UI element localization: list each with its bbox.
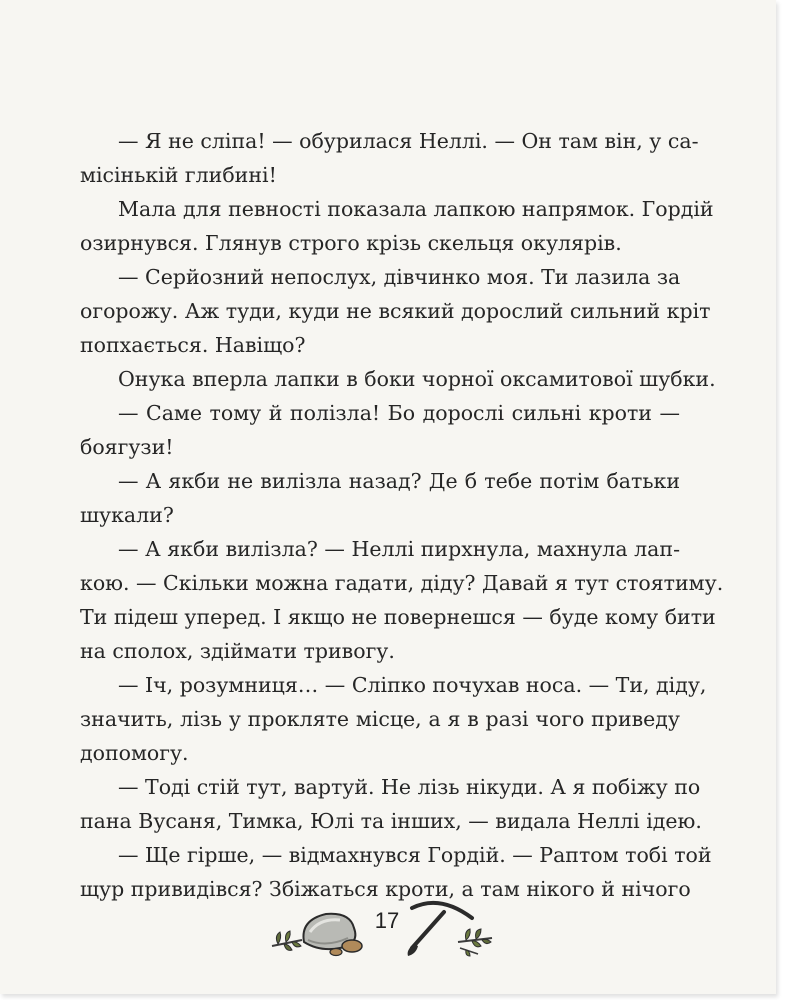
text-line: допомогу. [80, 741, 189, 765]
text-line: попхається. Навіщо? [80, 333, 306, 357]
text-line: — Тоді стій тут, вартуй. Не лізь нікуди. А я побіжу по [118, 775, 701, 799]
text-line: — Іч, розумниця… — Сліпко почухав носа. — Ти, діду, [118, 673, 707, 697]
paragraph [80, 124, 699, 192]
text-line: — Я не сліпа! — обурилася Неллі. — Он там він, у са- [118, 129, 699, 153]
paragraph [80, 192, 714, 260]
text-line: кою. — Скільки можна гадати, діду? Давай я тут стоятиму. [80, 571, 724, 595]
text-line: на сполох, здіймати тривогу. [80, 639, 395, 663]
text-line: значить, лізь у прокляте місце, а я в разі чого приведу [80, 707, 680, 731]
text-line: щур привидівся? Збіжаться кроти, а там нікого й нічого [80, 877, 691, 901]
text-line: — Саме тому й полізла! Бо дорослі сильні кроти — [118, 401, 680, 425]
text-line: — А якби не вилізла назад? Де б тебе потім батьки [118, 469, 680, 493]
text-line: — Серйозний непослух, дівчинко моя. Ти лазила за [118, 265, 681, 289]
paragraph [80, 260, 711, 362]
text-line: Мала для певності показала лапкою напрямок. Гордій [118, 197, 714, 221]
paragraph [80, 396, 680, 464]
text-line: — Ще гірше, — відмахнувся Гордій. — Раптом тобі той [118, 843, 712, 867]
paragraph [80, 464, 680, 532]
text-line: озирнувся. Глянув строго крізь скельця окулярів. [80, 231, 622, 255]
text-line: пана Вусаня, Тимка, Юлі та інших, — видала Неллі ідею. [80, 809, 702, 833]
text-line: огорожу. Аж туди, куди не всякий дорослий сильний кріт [80, 299, 711, 323]
pickaxe-with-sprigs-icon [400, 898, 510, 960]
stone-with-sprigs-icon [268, 902, 368, 958]
body-text [80, 124, 724, 906]
text-line: місінькій глибині! [80, 163, 277, 187]
text-line: Ти підеш уперед. І якщо не повернешся — буде кому бити [80, 605, 716, 629]
text-line: боягузи! [80, 435, 174, 459]
text-line: — А якби вилізла? — Неллі пирхнула, махнула лап- [118, 537, 680, 561]
text-line: Онука вперла лапки в боки чорної оксамитової шубки. [118, 367, 716, 391]
paragraph [80, 770, 702, 838]
paragraph [80, 532, 724, 668]
page-number: 17 [374, 908, 400, 933]
text-line: шукали? [80, 503, 174, 527]
paragraph [80, 668, 707, 770]
paragraph [80, 362, 716, 396]
page-footer [0, 894, 776, 974]
